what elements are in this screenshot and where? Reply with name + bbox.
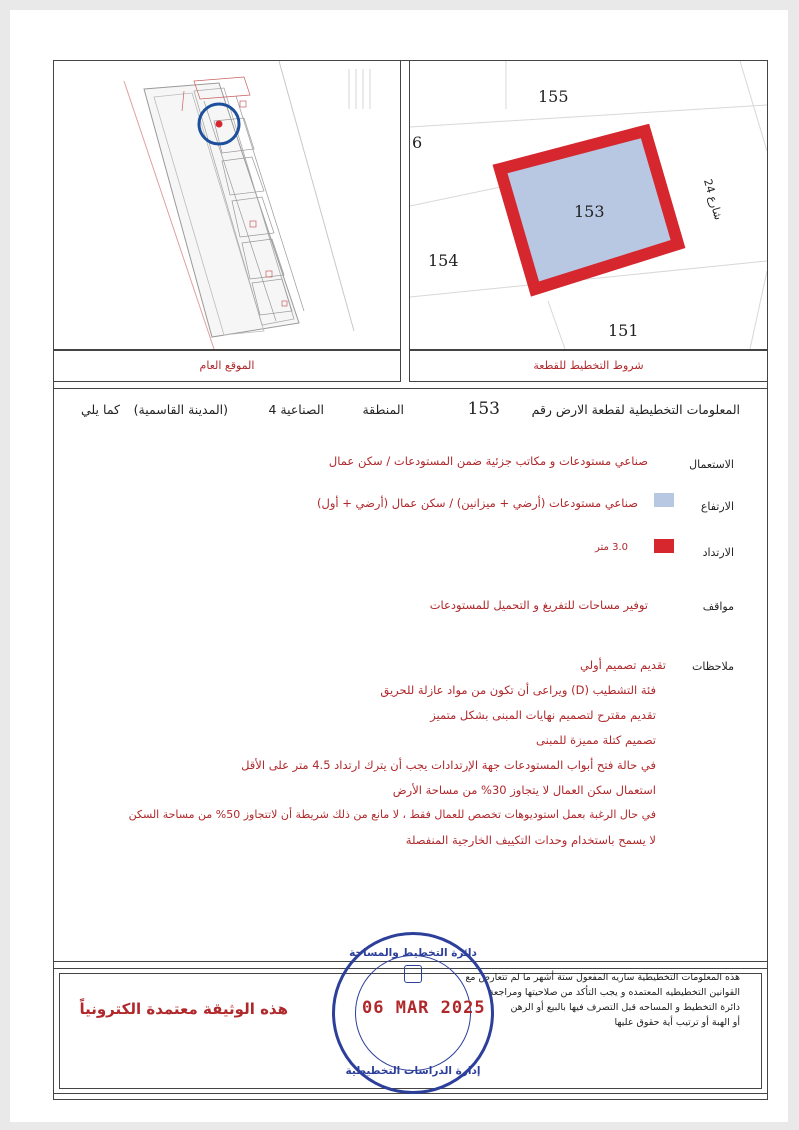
street-label: شارع 24 <box>700 177 726 222</box>
note-item: تقديم تصميم أولي <box>579 658 666 672</box>
usage-value: صناعي مستودعات و مكاتب جزئية ضمن المستودعات / سكن عمال <box>328 454 648 468</box>
disclaimer-line: هذه المعلومات التخطيطية ساريه المفعول ستة أشهر ما لم تتعارض مع <box>465 972 740 983</box>
west-edge-number: 6 <box>412 133 423 152</box>
height-label: الارتفاع <box>700 500 734 513</box>
header-zone-value: الصناعية 4 <box>268 402 324 417</box>
header-suffix: كما يلي <box>81 402 120 417</box>
header-intro: المعلومات التخطيطية لقطعة الارض رقم <box>531 402 740 417</box>
plot-number-label: 153 <box>574 202 605 221</box>
disclaimer-line: دائرة التخطيط و المساحه قبل التصرف فيها بالبيع أو الرهن <box>510 1002 740 1013</box>
stamp-date: 06 MAR 2025 <box>362 998 486 1018</box>
electronic-approval-note: هذه الوثيقة معتمدة الكترونياً <box>79 1000 288 1018</box>
south-plot-label: 151 <box>608 321 639 340</box>
plot-caption: شروط التخطيط للقطعة <box>533 359 644 372</box>
header-plot-number: 153 <box>467 399 500 419</box>
planning-info-box <box>53 388 768 962</box>
setback-label: الارتداد <box>702 546 734 559</box>
height-swatch <box>654 493 674 507</box>
note-item: تصميم كتلة مميزة للمبنى <box>536 733 656 747</box>
disclaimer-line: أو الهبة أو ترتيب أية حقوق عليها <box>614 1017 740 1028</box>
location-map-drawing <box>54 61 400 349</box>
note-item: تقديم مقترح لتصميم نهايات المبنى بشكل متميز <box>430 708 656 722</box>
note-item: في حال الرغبة بعمل استوديوهات تخصص للعمال فقط ، لا مانع من ذلك شريطة أن لاتتجاوز 50% من مساحة السكن <box>128 808 656 821</box>
note-item: في حالة فتح أبواب المستودعات جهة الإرتدادات يجب أن يترك ارتداد 4.5 متر على الأقل <box>241 758 656 772</box>
document-page <box>10 10 788 1122</box>
note-item: استعمال سكن العمال لا يتجاوز 30% من مساحة الأرض <box>392 783 656 797</box>
note-item: فئة التشطيب (D) ويراعى أن تكون من مواد عازلة للحريق <box>380 683 656 697</box>
north-plot-label: 155 <box>538 87 569 106</box>
stamp-bottom-text: إدارة الدراسات التخطيطية <box>345 1065 481 1077</box>
stamp-emblem <box>404 965 422 983</box>
setback-value: 3.0 متر <box>595 542 628 553</box>
notes-label: ملاحظات <box>692 660 734 673</box>
usage-label: الاستعمال <box>689 458 734 471</box>
header-city: (المدينة القاسمية) <box>133 402 228 417</box>
plot-caption-box <box>409 350 768 382</box>
west-plot-label: 154 <box>428 251 459 270</box>
parking-label: مواقف <box>702 600 734 613</box>
location-caption: الموقع العام <box>199 359 255 372</box>
disclaimer-line: القوانين التخطيطيه المعتمده و يجب التأكد من صلاحيتها ومراجعة <box>488 987 740 998</box>
parking-value: توفير مساحات للتفريغ و التحميل للمستودعات <box>429 598 648 612</box>
location-caption-box <box>53 350 401 382</box>
location-map-panel <box>53 60 401 350</box>
header-zone-label: المنطقة <box>362 402 404 417</box>
stamp-top-text: دائرة التخطيط والمساحة <box>349 947 477 959</box>
note-item: لا يسمح باستخدام وحدات التكييف الخارجية المنفصلة <box>405 833 656 847</box>
plot-map-panel <box>409 60 768 350</box>
height-value: صناعي مستودعات (أرضي + ميزانين) / سكن عمال (أرضي + أول) <box>317 496 638 510</box>
setback-swatch <box>654 539 674 553</box>
